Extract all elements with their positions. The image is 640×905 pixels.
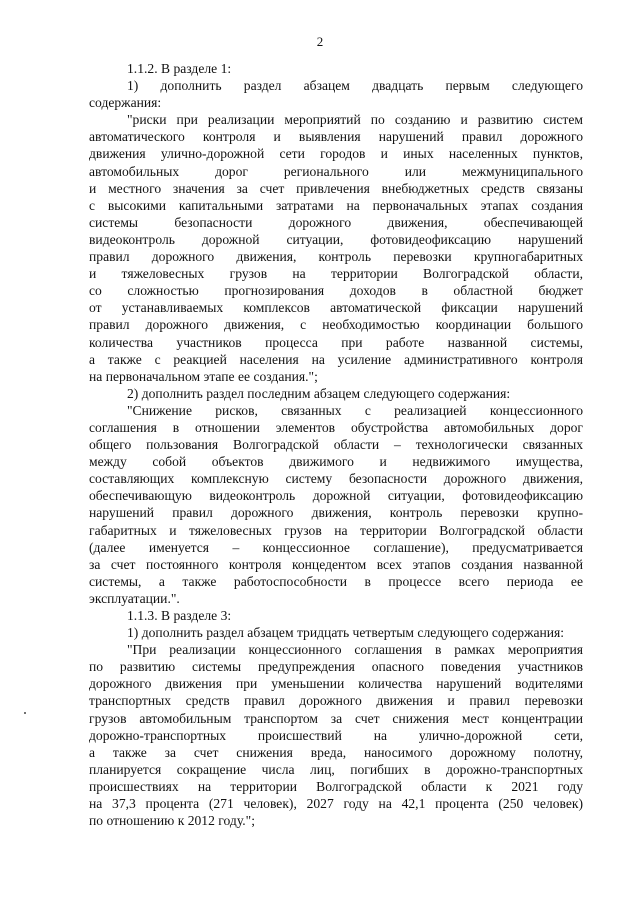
text-line: и местного значения за счет привлечения внебюджетных средств связаны bbox=[89, 180, 583, 196]
paragraph bbox=[89, 402, 583, 607]
text-line: "При реализации концессионного соглашения в рамках мероприятия bbox=[127, 642, 583, 658]
page-number: 2 bbox=[316, 34, 324, 49]
text-line: от устанавливаемых комплексов автоматической фиксации нарушений bbox=[89, 300, 583, 316]
text-line: дорожного движения при уменьшении количества нарушений водителями bbox=[89, 676, 583, 692]
paragraph bbox=[89, 641, 583, 829]
paragraph bbox=[89, 77, 583, 111]
text-line: со сложностью прогнозирования доходов в областной бюджет bbox=[89, 283, 583, 299]
text-line: системы безопасности дорожного движения, обеспечивающей bbox=[89, 214, 583, 230]
text-line: движения улично-дорожной сети городов и иных населенных пунктов, bbox=[89, 146, 583, 162]
text-line: по отношению к 2012 году."; bbox=[89, 813, 256, 829]
text-line: а также с реакцией населения на усиление административного контроля bbox=[89, 351, 583, 367]
text-line: грузов автомобильным транспортом за счет снижения мест концентрации bbox=[89, 710, 583, 726]
text-line: "Снижение рисков, связанных с реализацией концессионного bbox=[127, 402, 583, 418]
text-line: дорожно-транспортных происшествий на улично-дорожной сети, bbox=[89, 727, 583, 743]
text-line: правил дорожного движения, контроль перевозки крупногабаритных bbox=[89, 249, 583, 265]
text-line: видеоконтроль дорожной ситуации, фотовидеофиксацию нарушений bbox=[89, 231, 583, 247]
text-line: "риски при реализации мероприятий по созданию и развитию систем bbox=[127, 112, 583, 128]
text-line: 1.1.3. В разделе 3: bbox=[127, 608, 232, 623]
text-line: содержания: bbox=[89, 95, 162, 111]
margin-mark bbox=[24, 712, 26, 714]
paragraph bbox=[89, 385, 583, 402]
text-line: автомобильных дорог регионального или межмуниципального bbox=[89, 163, 583, 179]
document-body bbox=[89, 60, 583, 829]
text-line: между собой объектов движимого и недвижимого имущества, bbox=[89, 454, 583, 470]
text-line: габаритных и тяжеловесных грузов на территории Волгоградской области bbox=[89, 522, 583, 538]
text-line: 1.1.2. В разделе 1: bbox=[127, 61, 232, 76]
text-line: правил дорожного движения, с необходимостью координации большого bbox=[89, 317, 583, 333]
text-line: на первоначальном этапе ее создания."; bbox=[89, 368, 318, 384]
text-line: планируется сокращение числа лиц, погибших в дорожно-транспортных bbox=[89, 761, 583, 777]
text-line: количества участников процесса при работе названной системы, bbox=[89, 334, 583, 350]
text-line: (далее именуется – концессионное соглашение), предусматривается bbox=[89, 539, 583, 555]
text-line: системы, а также работоспособности в процессе всего периода ее bbox=[89, 573, 583, 589]
text-line: происшествиях на территории Волгоградской области к 2021 году bbox=[89, 778, 583, 794]
text-line: автоматического контроля и выявления нарушений правил дорожного bbox=[89, 129, 583, 145]
text-line: а также за счет снижения вреда, наносимого дорожному полотну, bbox=[89, 744, 583, 760]
paragraph bbox=[89, 607, 583, 624]
paragraph bbox=[89, 111, 583, 385]
text-line: 1) дополнить раздел абзацем двадцать первым следующего bbox=[127, 78, 583, 94]
paragraph bbox=[89, 624, 583, 641]
text-line: составляющих комплексную систему безопасности дорожного движения, bbox=[89, 471, 583, 487]
paragraph bbox=[89, 60, 583, 77]
text-line: эксплуатации.". bbox=[89, 590, 180, 606]
text-line: и тяжеловесных грузов на территории Волгоградской области, bbox=[89, 266, 583, 282]
text-line: обеспечивающую видеоконтроль дорожной ситуации, фотовидеофиксацию bbox=[89, 488, 583, 504]
text-line: нарушений правил дорожного движения, контроль перевозки крупно- bbox=[89, 505, 583, 521]
text-line: транспортных средств правил дорожного движения и правил перевозки bbox=[89, 693, 583, 709]
text-line: с высокими капитальными затратами на первоначальных этапах создания bbox=[89, 197, 583, 213]
text-line: 1) дополнить раздел абзацем тридцать четвертым следующего содержания: bbox=[127, 625, 565, 641]
text-line: за счет постоянного контроля концедентом всех этапов создания названной bbox=[89, 556, 583, 572]
text-line: 2) дополнить раздел последним абзацем следующего содержания: bbox=[127, 385, 511, 401]
text-line: общего пользования Волгоградской области – технологически связанных bbox=[89, 437, 583, 453]
text-line: на 37,3 процента (271 человек), 2027 году на 42,1 процента (250 человек) bbox=[89, 796, 583, 812]
text-line: по развитию системы предупреждения опасного поведения участников bbox=[89, 659, 583, 675]
text-line: соглашения в отношении элементов обустройства автомобильных дорог bbox=[89, 419, 583, 435]
